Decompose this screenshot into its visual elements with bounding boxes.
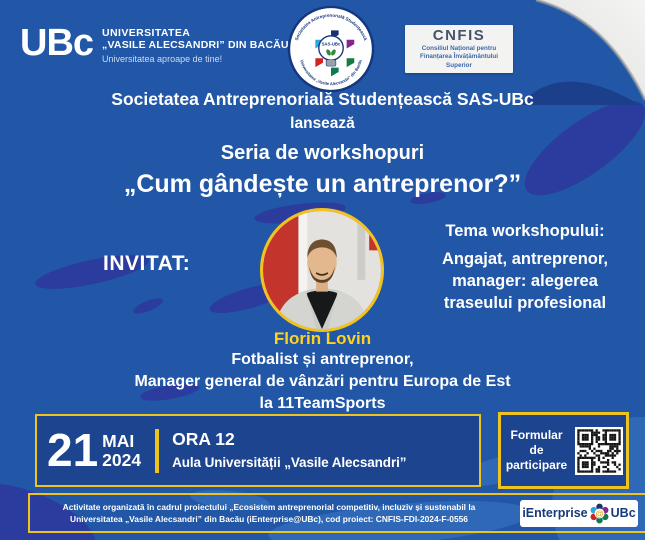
event-month: MAI bbox=[102, 431, 135, 452]
footer-box bbox=[28, 493, 645, 533]
cnfis-title: CNFIS bbox=[432, 27, 486, 45]
footer-line: Activitate organizată în cadrul proiectului „Ecosistem antreprenorial competitiv, incluziv și sustenabil la bbox=[62, 501, 476, 512]
theme-text bbox=[418, 249, 632, 315]
footer-line: Universitatea „Vasile Alecsandri” din Bacău (iEnterprise@UBc), cod proiect: CNFIS-FDI-2024-F-0556 bbox=[70, 514, 468, 524]
theme-label: Tema workshopului: bbox=[445, 222, 605, 240]
qr-code bbox=[575, 427, 623, 475]
guest-description-line: Fotbalist și antreprenor, bbox=[231, 351, 414, 368]
ubc-university-logo bbox=[20, 22, 289, 64]
ubc-monogram: UBc bbox=[20, 22, 94, 64]
footer-text bbox=[38, 501, 500, 525]
guest-label: INVITAT: bbox=[103, 252, 191, 275]
sas-ring-top-text: Societatea Antreprenorială Studențească bbox=[293, 12, 369, 42]
event-location: Aula Universității „Vasile Alecsandri” bbox=[172, 454, 407, 470]
ubc-line2: „VASILE ALECSANDRI” DIN BACĂU bbox=[102, 38, 289, 51]
theme-line: manager: alegerea bbox=[452, 271, 598, 290]
cnfis-subtitle: Consiliul Național pentru Finanțarea Învățământului Superior bbox=[419, 45, 499, 69]
title-workshop-name: „Cum gândește un antreprenor?” bbox=[123, 170, 522, 198]
title-organization: Societatea Antreprenorială Studențească SAS-UBc bbox=[111, 89, 534, 109]
badge-prefix: iEnterprise bbox=[522, 506, 588, 520]
vertical-divider bbox=[155, 429, 159, 473]
event-year: 2024 bbox=[102, 449, 142, 470]
ubc-tagline: Universitatea aproape de tine! bbox=[102, 53, 223, 64]
event-day: 21 bbox=[47, 423, 99, 476]
ubc-line1: UNIVERSITATEA bbox=[102, 27, 191, 39]
guest-description-line: Manager general de vânzări pentru Europa de Est bbox=[134, 373, 511, 390]
badge-suffix: UBc bbox=[610, 506, 636, 520]
event-month-year bbox=[102, 432, 141, 469]
guest-name: Florin Lovin bbox=[273, 329, 372, 348]
title-launches: lansează bbox=[290, 115, 355, 132]
registration-form-box bbox=[498, 412, 629, 489]
ienterprise-ubc-badge bbox=[520, 500, 638, 527]
cnfis-logo bbox=[405, 25, 513, 73]
registration-form-label: Formular de participare bbox=[505, 428, 568, 472]
theme-line: Angajat, antreprenor, bbox=[442, 250, 608, 268]
guest-photo bbox=[260, 208, 384, 332]
sas-center-label: SAS-UBc bbox=[321, 41, 341, 47]
sas-ring-bottom-text: Universitatea „Vasile Alecsandri” din Bacău bbox=[299, 59, 363, 87]
ienterprise-logo-icon bbox=[589, 503, 610, 524]
title-series: Seria de workshopuri bbox=[220, 142, 425, 164]
theme-line: traseului profesional bbox=[443, 293, 607, 312]
ubc-logo-text bbox=[102, 28, 289, 64]
event-time-location bbox=[172, 430, 406, 470]
guest-description-line: la 11TeamSports bbox=[259, 395, 386, 412]
event-time: ORA 12 bbox=[172, 429, 235, 450]
sas-ubc-logo bbox=[287, 5, 375, 93]
badge-at-symbol: @ bbox=[594, 507, 604, 518]
event-details-box bbox=[35, 414, 481, 487]
